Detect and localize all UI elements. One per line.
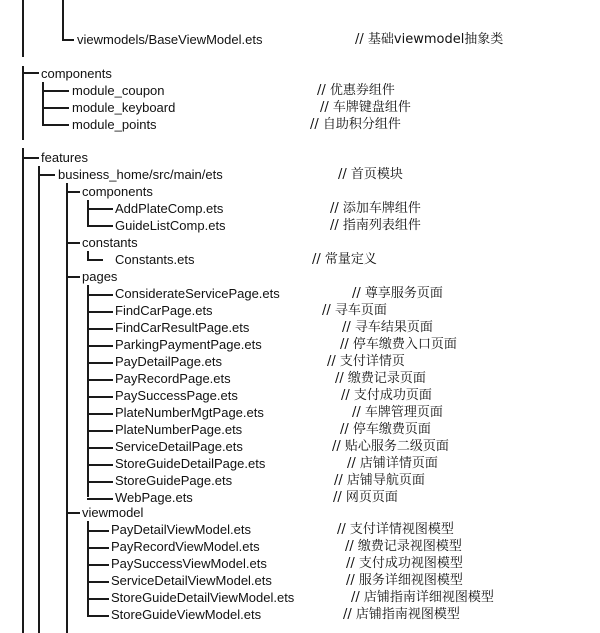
tree-branch: [87, 498, 113, 500]
tree-branch: [66, 242, 80, 244]
tree-branch: [42, 90, 69, 92]
tree-item-name: pages: [82, 269, 118, 284]
tree-item-name: PlateNumberPage.ets: [115, 422, 243, 437]
tree-item-name: components: [41, 66, 112, 81]
tree-branch: [66, 183, 68, 633]
tree-item-comment: // 自助积分组件: [310, 117, 401, 132]
tree-item-name: PaySuccessPage.ets: [115, 388, 238, 403]
tree-branch: [87, 328, 113, 330]
tree-item-comment: // 车牌键盘组件: [320, 100, 411, 115]
tree-item-comment: // 寻车结果页面: [342, 320, 433, 335]
tree-branch: [62, 39, 74, 41]
tree-branch: [87, 598, 109, 600]
tree-branch: [87, 413, 113, 415]
tree-branch: [38, 174, 55, 176]
tree-branch: [22, 66, 24, 140]
tree-item-name: PlateNumberMgtPage.ets: [115, 405, 264, 420]
tree-branch: [42, 82, 44, 125]
tree-item-comment: // 贴心服务二级页面: [332, 439, 449, 454]
tree-item-comment: // 店铺指南视图模型: [343, 607, 460, 622]
tree-item-name: PayRecordPage.ets: [115, 371, 231, 386]
tree-branch: [66, 276, 80, 278]
tree-branch: [87, 396, 113, 398]
tree-item-name: FindCarResultPage.ets: [115, 320, 250, 335]
tree-branch: [87, 481, 113, 483]
tree-branch: [66, 191, 80, 193]
tree-item-name: AddPlateComp.ets: [115, 201, 224, 216]
tree-branch: [87, 225, 113, 227]
tree-branch: [87, 547, 109, 549]
tree-item-comment: // 首页模块: [338, 167, 403, 182]
tree-item-name: ServiceDetailPage.ets: [115, 439, 243, 454]
tree-item-name: module_coupon: [72, 83, 165, 98]
tree-branch: [87, 564, 109, 566]
tree-branch: [22, 157, 39, 159]
tree-branch: [87, 581, 109, 583]
tree-branch: [87, 294, 113, 296]
tree-branch: [87, 345, 113, 347]
tree-item-name: WebPage.ets: [115, 490, 193, 505]
tree-item-name: StoreGuideDetailViewModel.ets: [111, 590, 295, 605]
tree-branch: [87, 379, 113, 381]
tree-item-name: viewmodel: [82, 505, 144, 520]
tree-branch: [22, 72, 39, 74]
tree-item-comment: // 停车缴费入口页面: [340, 337, 457, 352]
tree-branch: [42, 124, 69, 126]
tree-branch: [62, 0, 64, 40]
tree-item-comment: // 尊享服务页面: [352, 286, 443, 301]
tree-item-comment: // 缴费记录视图模型: [345, 539, 462, 554]
tree-item-name: PayRecordViewModel.ets: [111, 539, 260, 554]
tree-branch: [87, 464, 113, 466]
tree-branch: [87, 430, 113, 432]
tree-branch: [66, 512, 80, 514]
tree-item-comment: // 常量定义: [312, 252, 377, 267]
tree-item-name: ConsiderateServicePage.ets: [115, 286, 280, 301]
tree-item-comment: // 优惠券组件: [317, 83, 395, 98]
tree-item-name: module_points: [72, 117, 157, 132]
tree-item-name: FindCarPage.ets: [115, 303, 213, 318]
tree-item-name: StoreGuideDetailPage.ets: [115, 456, 266, 471]
tree-branch: [87, 447, 113, 449]
tree-item-name: PayDetailPage.ets: [115, 354, 222, 369]
tree-branch: [87, 530, 109, 532]
tree-item-comment: // 指南列表组件: [330, 218, 421, 233]
tree-branch: [22, 148, 24, 633]
tree-item-comment: // 支付详情视图模型: [337, 522, 454, 537]
tree-item-name: Constants.ets: [115, 252, 195, 267]
tree-item-comment: // 停车缴费页面: [340, 422, 431, 437]
tree-item-name: constants: [82, 235, 138, 250]
tree-item-name: PaySuccessViewModel.ets: [111, 556, 267, 571]
tree-item-name: module_keyboard: [72, 100, 176, 115]
tree-branch: [87, 208, 113, 210]
tree-branch: [87, 259, 103, 261]
tree-item-comment: // 支付详情页: [327, 354, 405, 369]
tree-item-comment: // 店铺导航页面: [334, 473, 425, 488]
tree-item-comment: // 服务详细视图模型: [346, 573, 463, 588]
tree-branch: [38, 166, 40, 633]
tree-item-comment: // 支付成功页面: [341, 388, 432, 403]
tree-branch: [22, 0, 24, 57]
tree-item-name: business_home/src/main/ets: [58, 167, 223, 182]
tree-item-name: GuideListComp.ets: [115, 218, 226, 233]
tree-item-name: StoreGuidePage.ets: [115, 473, 233, 488]
tree-item-comment: // 网页页面: [333, 490, 398, 505]
tree-branch: [42, 107, 69, 109]
tree-item-name: viewmodels/BaseViewModel.ets: [77, 32, 263, 47]
tree-branch: [87, 362, 113, 364]
tree-item-name: features: [41, 150, 88, 165]
tree-item-comment: // 店铺指南详细视图模型: [351, 590, 494, 605]
tree-item-name: StoreGuideViewModel.ets: [111, 607, 262, 622]
tree-item-name: PayDetailViewModel.ets: [111, 522, 251, 537]
tree-item-comment: // 车牌管理页面: [352, 405, 443, 420]
tree-item-comment: // 支付成功视图模型: [346, 556, 463, 571]
tree-branch: [87, 521, 89, 615]
tree-item-name: ServiceDetailViewModel.ets: [111, 573, 272, 588]
tree-item-comment: // 寻车页面: [322, 303, 387, 318]
tree-branch: [87, 311, 113, 313]
tree-item-comment: // 添加车牌组件: [330, 201, 421, 216]
tree-item-comment: // 缴费记录页面: [335, 371, 426, 386]
tree-item-name: ParkingPaymentPage.ets: [115, 337, 262, 352]
tree-branch: [87, 615, 109, 617]
tree-item-comment: // 店铺详情页面: [347, 456, 438, 471]
tree-item-comment: // 基础viewmodel抽象类: [355, 32, 504, 47]
tree-branch: [87, 200, 89, 226]
tree-item-name: components: [82, 184, 153, 199]
